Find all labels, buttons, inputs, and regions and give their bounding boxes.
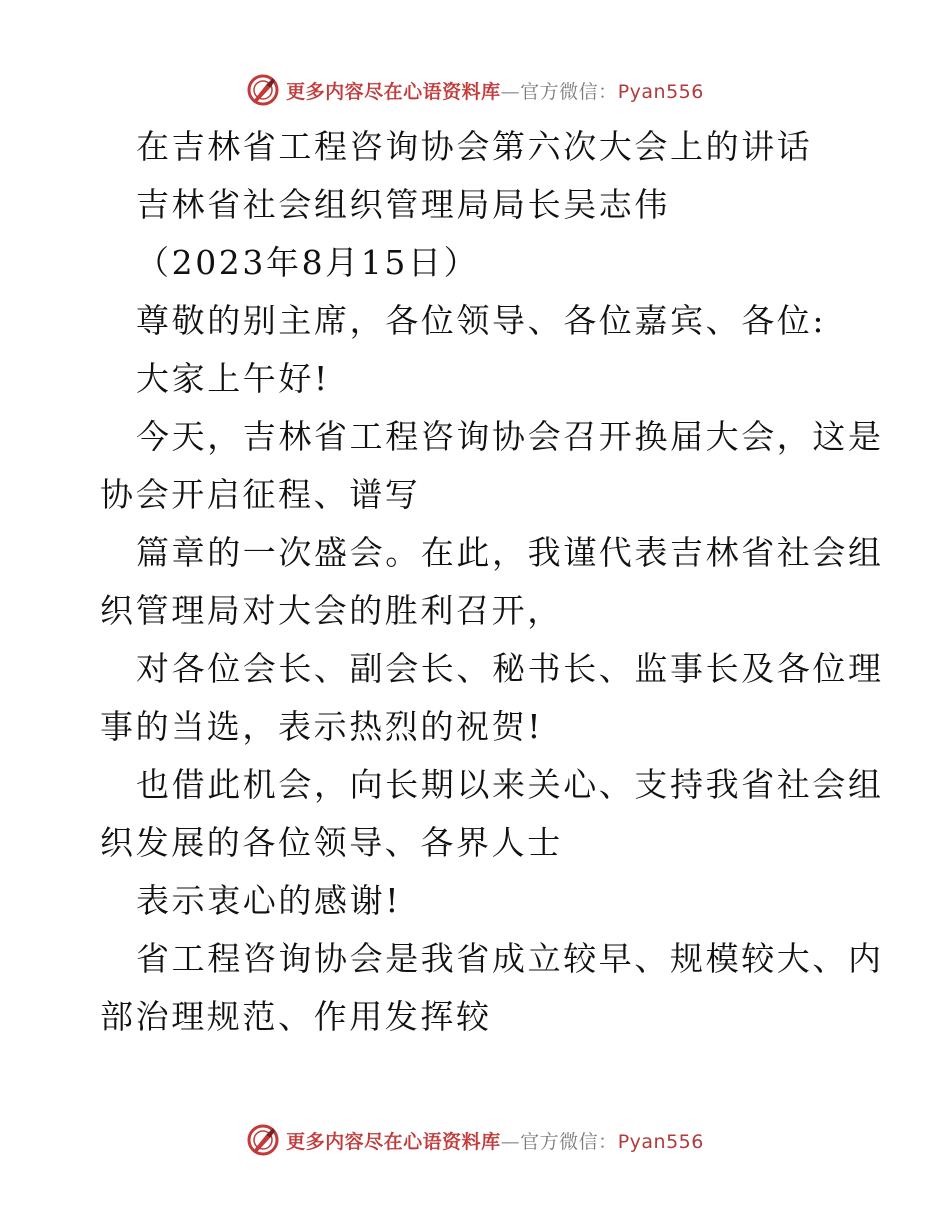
watermark-label: 官方微信： bbox=[520, 80, 618, 103]
watermark-header bbox=[0, 70, 950, 110]
body-line: 表示衷心的感谢! bbox=[136, 881, 402, 920]
watermark-dash: — bbox=[500, 1130, 521, 1153]
body-line: 对各位会长、副会长、秘书长、监事长及各位理 bbox=[136, 649, 884, 688]
body-line: 篇章的一次盛会。在此，我谨代表吉林省社会组 bbox=[136, 533, 884, 572]
body-line: 事的当选，表示热烈的祝贺! bbox=[100, 707, 544, 746]
body-line: 今天，吉林省工程咨询协会召开换届大会，这是 bbox=[136, 417, 884, 456]
body-line: 吉林省社会组织管理局局长吴志伟 bbox=[136, 185, 670, 224]
body-line: 省工程咨询协会是我省成立较早、规模较大、内 bbox=[136, 939, 884, 978]
document-body bbox=[100, 118, 884, 1046]
watermark-text bbox=[286, 1127, 704, 1154]
body-line: 也借此机会，向长期以来关心、支持我省社会组 bbox=[136, 765, 884, 804]
body-line: 部治理规范、作用发挥较 bbox=[100, 997, 492, 1036]
body-line: 织管理局对大会的胜利召开， bbox=[100, 591, 563, 630]
body-line: 尊敬的别主席，各位领导、各位嘉宾、各位: bbox=[136, 301, 827, 340]
watermark-dash: — bbox=[500, 80, 521, 103]
body-line: 织发展的各位领导、各界人士 bbox=[100, 823, 563, 862]
watermark-main: 更多内容尽在心语资料库 bbox=[286, 1130, 501, 1153]
watermark-main: 更多内容尽在心语资料库 bbox=[286, 80, 501, 103]
body-line: （2023年8月15日） bbox=[136, 243, 480, 282]
body-line: 在吉林省工程咨询协会第六次大会上的讲话 bbox=[136, 127, 813, 166]
watermark-text bbox=[286, 77, 704, 104]
watermark-label: 官方微信： bbox=[520, 1130, 618, 1153]
body-line: 协会开启征程、谱写 bbox=[100, 475, 421, 514]
pen-logo-icon bbox=[246, 1123, 280, 1157]
watermark-id: Pyan556 bbox=[617, 1130, 704, 1153]
body-line: 大家上午好! bbox=[136, 359, 330, 398]
watermark-id: Pyan556 bbox=[617, 80, 704, 103]
watermark-footer bbox=[0, 1120, 950, 1160]
pen-logo-icon bbox=[246, 73, 280, 107]
